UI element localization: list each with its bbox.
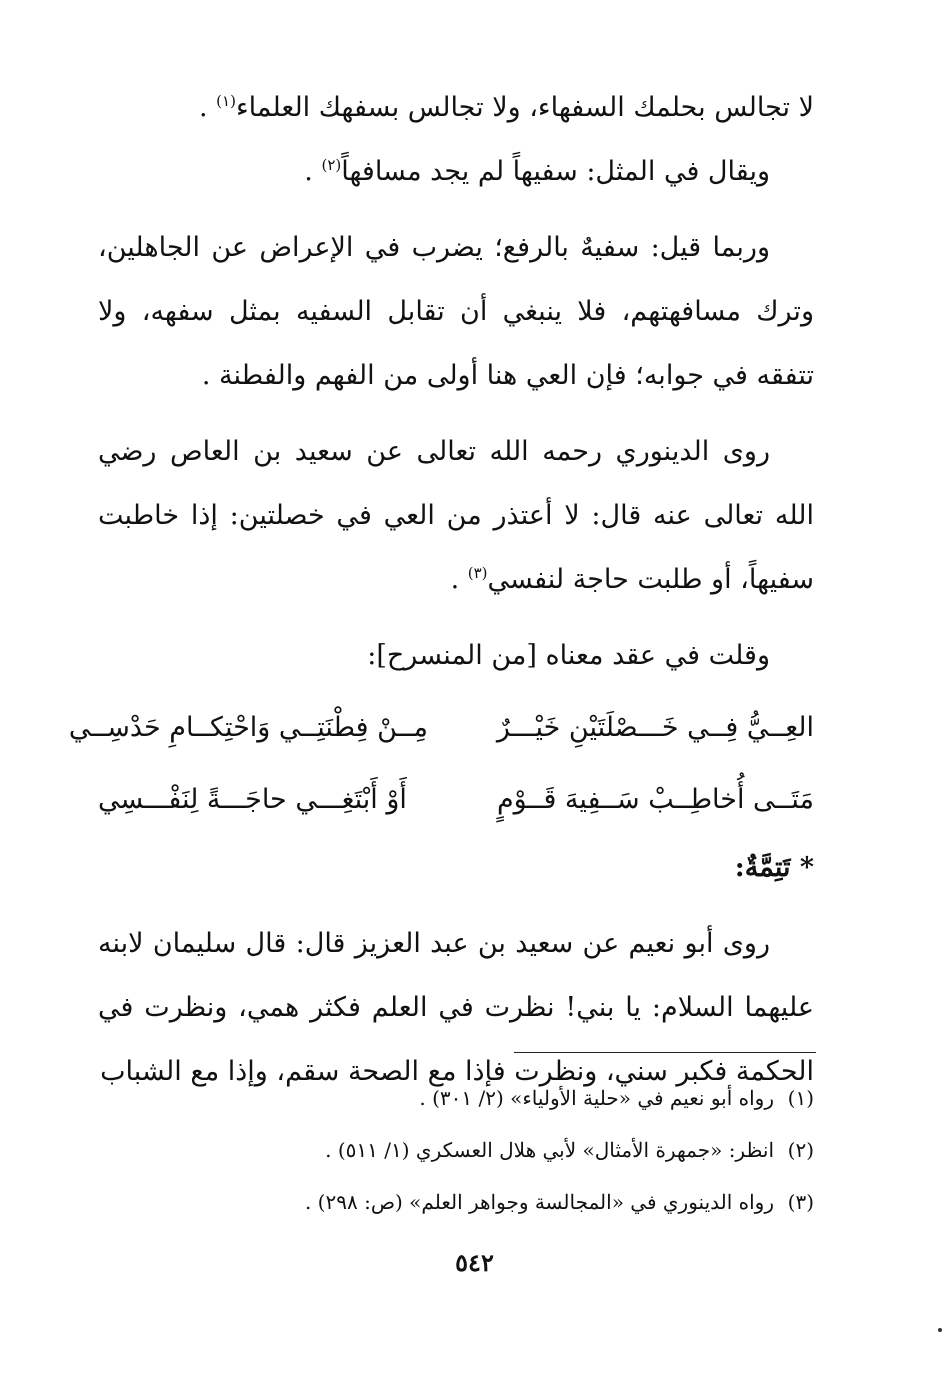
- paragraph-2: [98, 140, 814, 204]
- footnote-ref-3[interactable]: (٣): [467, 564, 488, 582]
- footnote-1: [98, 1072, 814, 1124]
- paragraph-1-end: .: [199, 92, 217, 123]
- footnote-2: [98, 1124, 814, 1176]
- paragraph-1: [98, 76, 814, 140]
- paragraph-2-end: .: [304, 156, 322, 187]
- footnote-2-number: (٢): [787, 1138, 814, 1162]
- paragraph-4-text: روى الدينوري رحمه الله تعالى عن سعيد بن العاص رضي الله تعالى عنه قال: لا أعتذر من العي في خصلتين: إذا خاطبت سفيهاً، أو طلبت حاجة لنفسي: [98, 436, 814, 595]
- page-number: ٥٤٢: [455, 1248, 494, 1277]
- paragraph-6: روى أبو نعيم عن سعيد بن عبد العزيز قال: قال سليمان لابنه عليهما السلام: يا بني! نظرت في العلم فكثر همي، ونظرت في الحكمة فكبر سني، ونظرت فإذا مع الصحة سقم، وإذا مع الشباب: [98, 928, 814, 1087]
- footnote-3-number: (٣): [787, 1190, 814, 1214]
- main-text: [68, 76, 814, 1104]
- poem-verse-2: [98, 764, 814, 836]
- poem: [68, 692, 814, 836]
- footnote-ref-2[interactable]: (٢): [321, 156, 342, 174]
- paragraph-3: وربما قيل: سفيهٌ بالرفع؛ يضرب في الإعراض عن الجاهلين، وترك مسافهتهم، فلا ينبغي أن تقابل السفيه بمثل سفهه، ولا تتفقه في جوابه؛ فإن العي هنا أولى من الفهم والفطنة .: [98, 232, 814, 391]
- scan-dot: [938, 1328, 942, 1332]
- footnote-3-text: رواه الدينوري في «المجالسة وجواهر العلم» (ص: ٢٩٨) .: [304, 1190, 774, 1214]
- poem-verse-1: [68, 692, 814, 764]
- paragraph-5: وقلت في عقد معناه [من المنسرح]:: [367, 640, 770, 671]
- paragraph-4-end: .: [450, 564, 468, 595]
- footnote-3: [98, 1176, 814, 1228]
- verse-2-first-hemistich: مَتَــى أُخاطِــبْ سَــفِيهَ قَــوْمٍ: [496, 784, 814, 815]
- footnote-1-text: رواه أبو نعيم في «حلية الأولياء» (٢/ ٣٠١) .: [419, 1086, 774, 1110]
- footnotes-divider: [514, 1052, 816, 1053]
- footnote-1-number: (١): [787, 1086, 814, 1110]
- verse-1-second-hemistich: مِــنْ فِطْنَتِــي وَاحْتِكــامِ حَدْسِــي: [68, 712, 428, 743]
- paragraph-2-text: ويقال في المثل: سفيهاً لم يجد مسافهاً: [341, 156, 770, 187]
- footnotes: [98, 1072, 814, 1228]
- footnote-2-text: انظر: «جمهرة الأمثال» لأبي هلال العسكري (١/ ٥١١) .: [325, 1138, 774, 1162]
- paragraph-1-text: لا تجالس بحلمك السفهاء، ولا تجالس بسفهك العلماء: [235, 92, 814, 123]
- footnote-ref-1[interactable]: (١): [216, 92, 236, 110]
- paragraph-4: [98, 420, 814, 612]
- verse-2-second-hemistich: أَوْ أَبْتَغِـــي حاجَـــةً لِنَفْـــسِي: [98, 784, 407, 815]
- section-heading: * تَتِمَّةٌ:: [734, 852, 814, 883]
- verse-1-first-hemistich: العِــيُّ فِــي خَـــصْلَتَيْنِ خَيْـــرٌ: [496, 712, 814, 743]
